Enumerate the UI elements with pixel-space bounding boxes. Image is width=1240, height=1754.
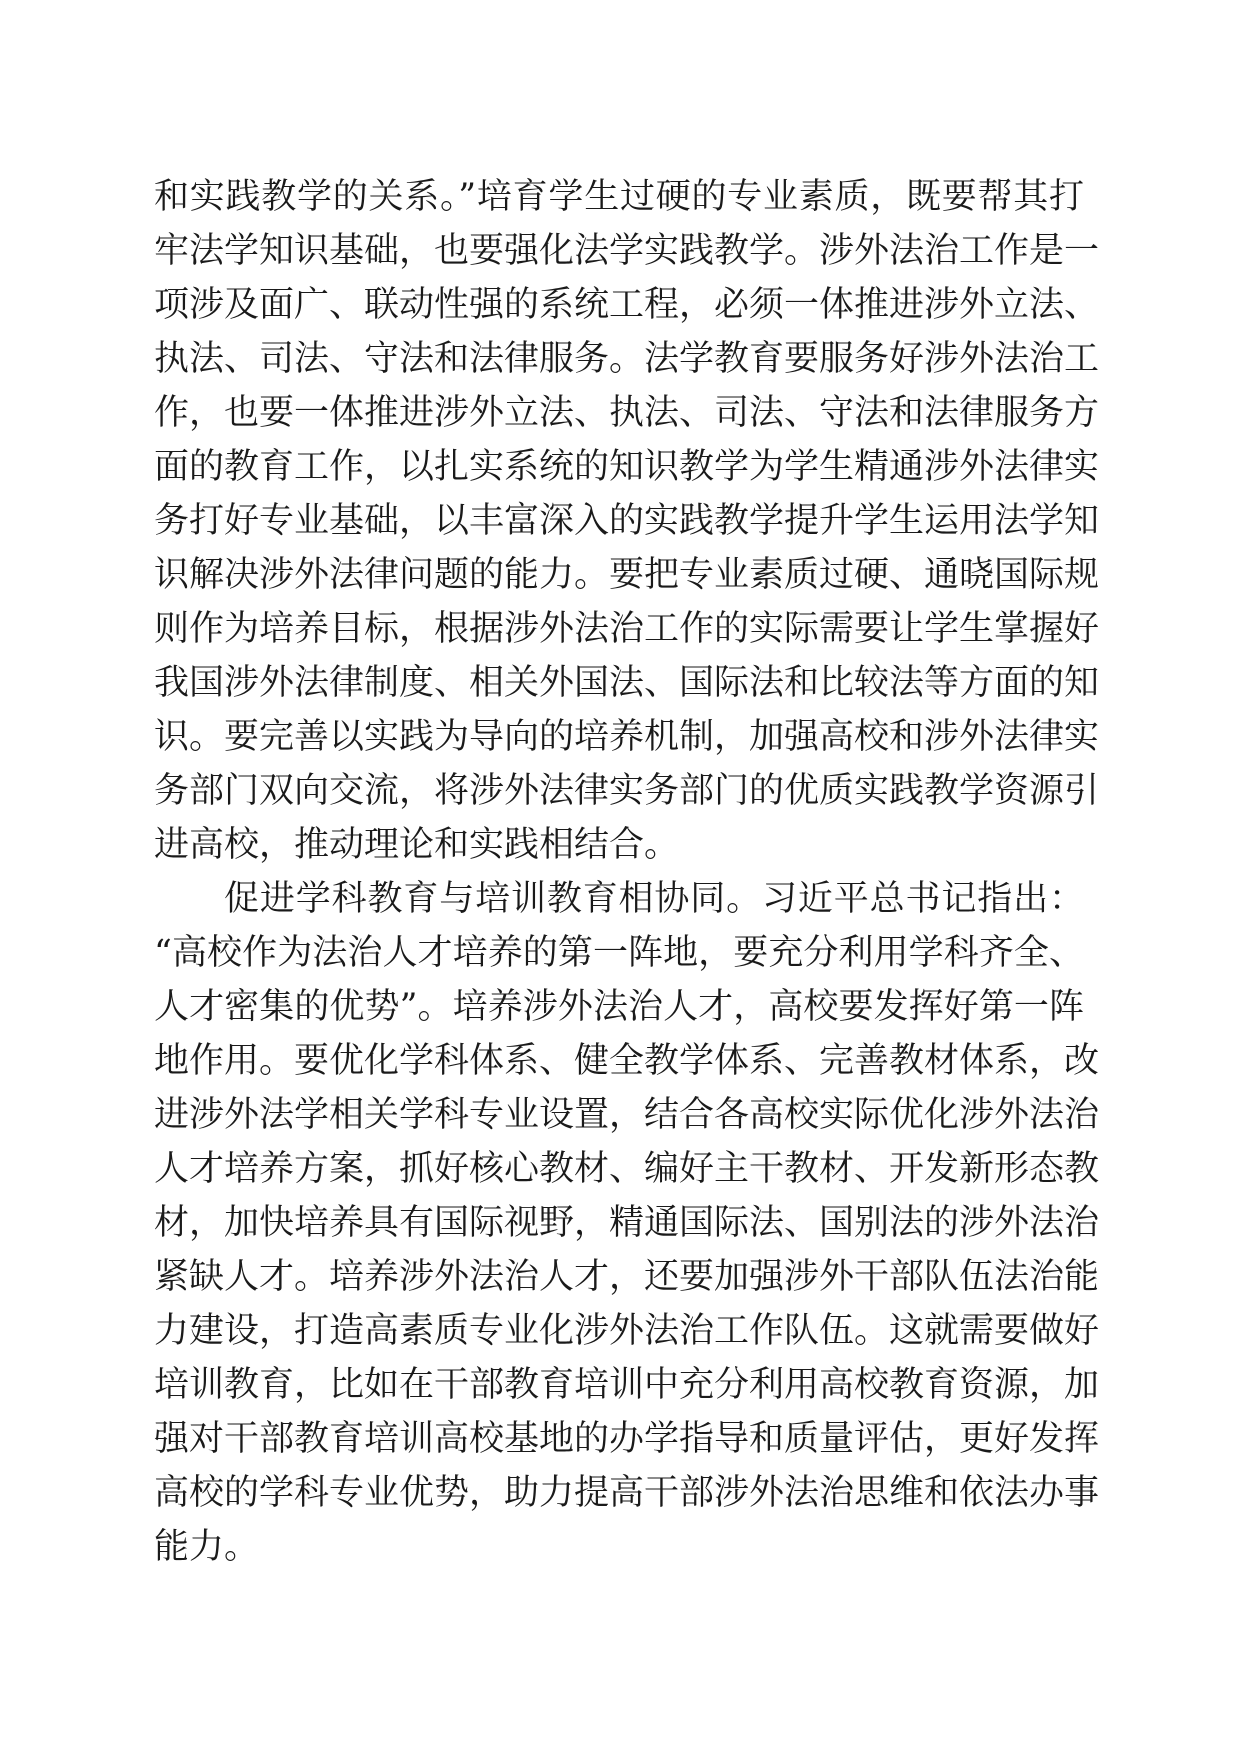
paragraph-2 <box>154 872 1100 1574</box>
paragraph-1 <box>154 170 1100 872</box>
text-line: 识解决涉外法律问题的能力。要把专业素质过硬、通晓国际规 <box>154 555 1100 595</box>
text-line: 作，也要一体推进涉外立法、执法、司法、守法和法律服务方 <box>154 393 1100 433</box>
text-line: 促进学科教育与培训教育相协同。习近平总书记指出： <box>224 879 1084 919</box>
text-line: 面的教育工作，以扎实系统的知识教学为学生精通涉外法律实 <box>154 447 1100 487</box>
text-line: 务部门双向交流，将涉外法律实务部门的优质实践教学资源引 <box>154 771 1100 811</box>
text-line: “高校作为法治人才培养的第一阵地，要充分利用学科齐全、 <box>154 933 1084 973</box>
text-line: 执法、司法、守法和法律服务。法学教育要服务好涉外法治工 <box>154 339 1100 379</box>
text-line: 识。要完善以实践为导向的培养机制，加强高校和涉外法律实 <box>154 717 1100 757</box>
text-line: 强对干部教育培训高校基地的办学指导和质量评估，更好发挥 <box>154 1419 1100 1459</box>
text-line: 材，加快培养具有国际视野，精通国际法、国别法的涉外法治 <box>154 1203 1100 1243</box>
text-line: 人才培养方案，抓好核心教材、编好主干教材、开发新形态教 <box>154 1149 1100 1189</box>
text-line: 能力。 <box>154 1527 260 1567</box>
text-line: 则作为培养目标，根据涉外法治工作的实际需要让学生掌握好 <box>154 609 1100 649</box>
text-line: 地作用。要优化学科体系、健全教学体系、完善教材体系，改 <box>154 1041 1100 1081</box>
text-line: 和实践教学的关系。”培育学生过硬的专业素质，既要帮其打 <box>154 177 1084 217</box>
text-line: 务打好专业基础，以丰富深入的实践教学提升学生运用法学知 <box>154 501 1100 541</box>
text-line: 我国涉外法律制度、相关外国法、国际法和比较法等方面的知 <box>154 663 1100 703</box>
text-line: 力建设，打造高素质专业化涉外法治工作队伍。这就需要做好 <box>154 1311 1100 1351</box>
text-line: 进高校，推动理论和实践相结合。 <box>154 825 680 865</box>
text-line: 紧缺人才。培养涉外法治人才，还要加强涉外干部队伍法治能 <box>154 1257 1100 1297</box>
document-body <box>154 170 1100 1574</box>
text-line: 高校的学科专业优势，助力提高干部涉外法治思维和依法办事 <box>154 1473 1100 1513</box>
text-line: 进涉外法学相关学科专业设置，结合各高校实际优化涉外法治 <box>154 1095 1100 1135</box>
text-line: 人才密集的优势”。培养涉外法治人才，高校要发挥好第一阵 <box>154 987 1084 1027</box>
text-line: 项涉及面广、联动性强的系统工程，必须一体推进涉外立法、 <box>154 285 1100 325</box>
text-line: 培训教育，比如在干部教育培训中充分利用高校教育资源，加 <box>154 1365 1100 1405</box>
text-line: 牢法学知识基础，也要强化法学实践教学。涉外法治工作是一 <box>154 231 1100 271</box>
